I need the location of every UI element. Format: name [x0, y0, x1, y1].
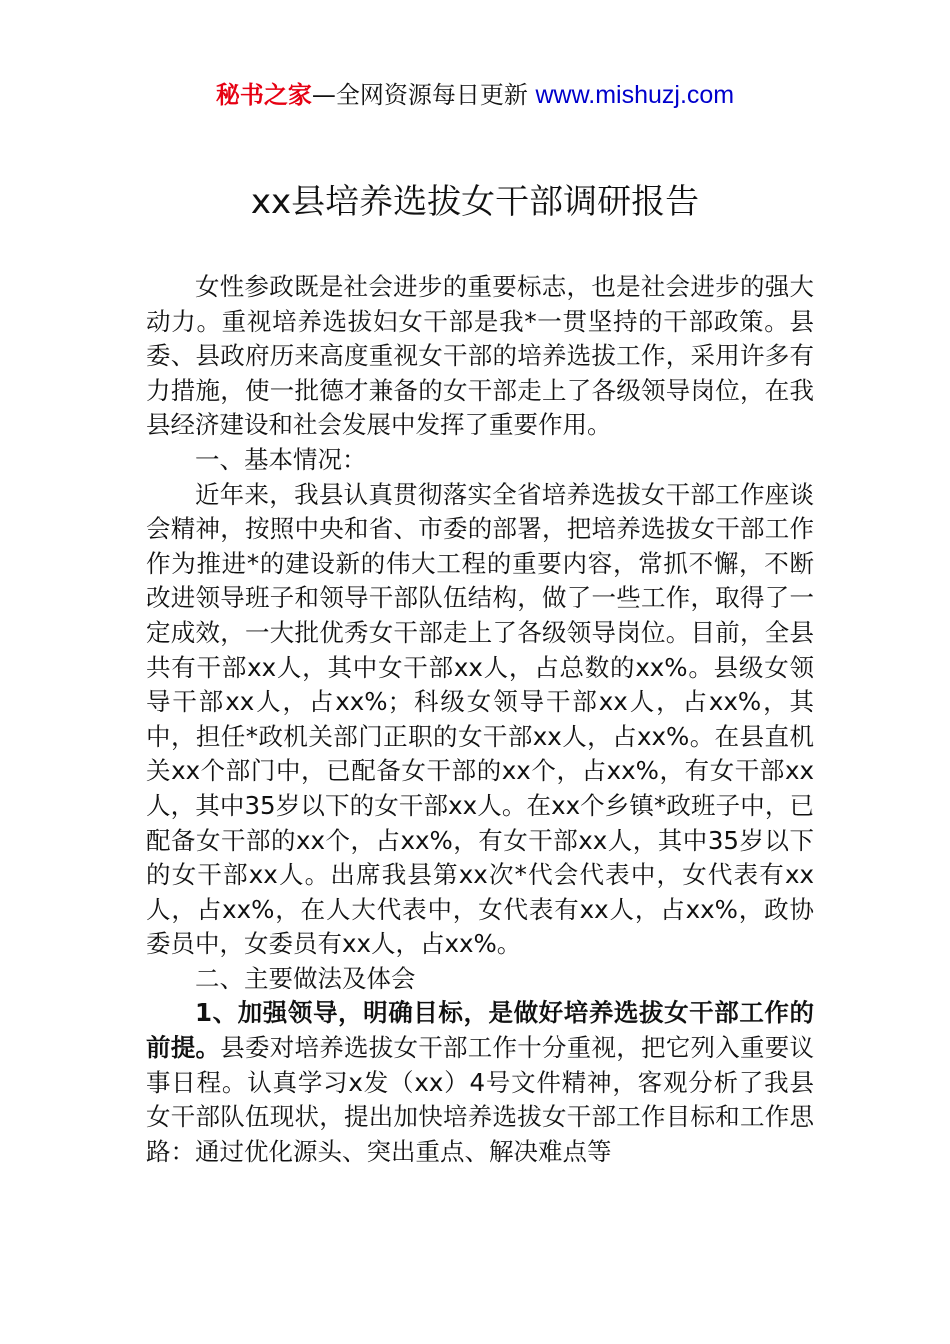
site-header: [0, 78, 950, 112]
section-heading-main-practices: 二、主要做法及体会: [195, 963, 416, 993]
site-brand: 秘书之家: [215, 81, 312, 109]
site-tagline: —全网资源每日更新: [311, 81, 536, 109]
paragraph-intro: 女性参政既是社会进步的重要标志，也是社会进步的强大动力。重视培养选拔妇女干部是我*一贯坚持的干部政策。县委、县政府历来高度重视女干部的培养选拔工作，采用许多有力措施，使一批德才兼备的女干部走上了各级领导岗位，在我县经济建设和社会发展中发挥了重要作用。: [146, 272, 814, 440]
point-1-text: 县委对培养选拔女干部工作十分重视，把它列入重要议事日程。认真学习x发（xx）4号文件精神，客观分析了我县女干部队伍现状，提出加快培养选拔女干部工作目标和工作思路：通过优化源头、突出重点、解决难点等: [146, 1033, 814, 1166]
point-1-lead: 1、加强领导，明确目标，是做好培养选拔女干部工作的前提。: [146, 998, 814, 1063]
paragraph-basic-situation: 近年来，我县认真贯彻落实全省培养选拔女干部工作座谈会精神，按照中央和省、市委的部署，把培养选拔女干部工作作为推进*的建设新的伟大工程的重要内容，常抓不懈，不断改进领导班子和领导干部队伍结构，做了一些工作，取得了一定成效，一大批优秀女干部走上了各级领导岗位。目前，全县共有干部xx人，其中女干部xx人，占总数的xx%。县级女领导干部xx人，占xx%；科级女领导干部xx人，占xx%，其中，担任*政机关部门正职的女干部xx人，占xx%。在县直机关xx个部门中，已配备女干部的xx个，占xx%，有女干部xx人，其中35岁以下的女干部xx人。在xx个乡镇*政班子中，已配备女干部的xx个，占xx%，有女干部xx人，其中35岁以下的女干部xx人。出席我县第xx次*代会代表中，女代表有xx人，占xx%，在人大代表中，女代表有xx人，占xx%，政协委员中，女委员有xx人，占xx%。: [146, 479, 814, 959]
document-body: [146, 270, 814, 1169]
paragraph-point-1: [146, 996, 814, 1169]
site-url-link[interactable]: www.mishuzj.com: [535, 81, 735, 109]
section-heading-basic-situation: 一、基本情况：: [195, 444, 367, 474]
document-title: xx县培养选拔女干部调研报告: [250, 182, 700, 222]
